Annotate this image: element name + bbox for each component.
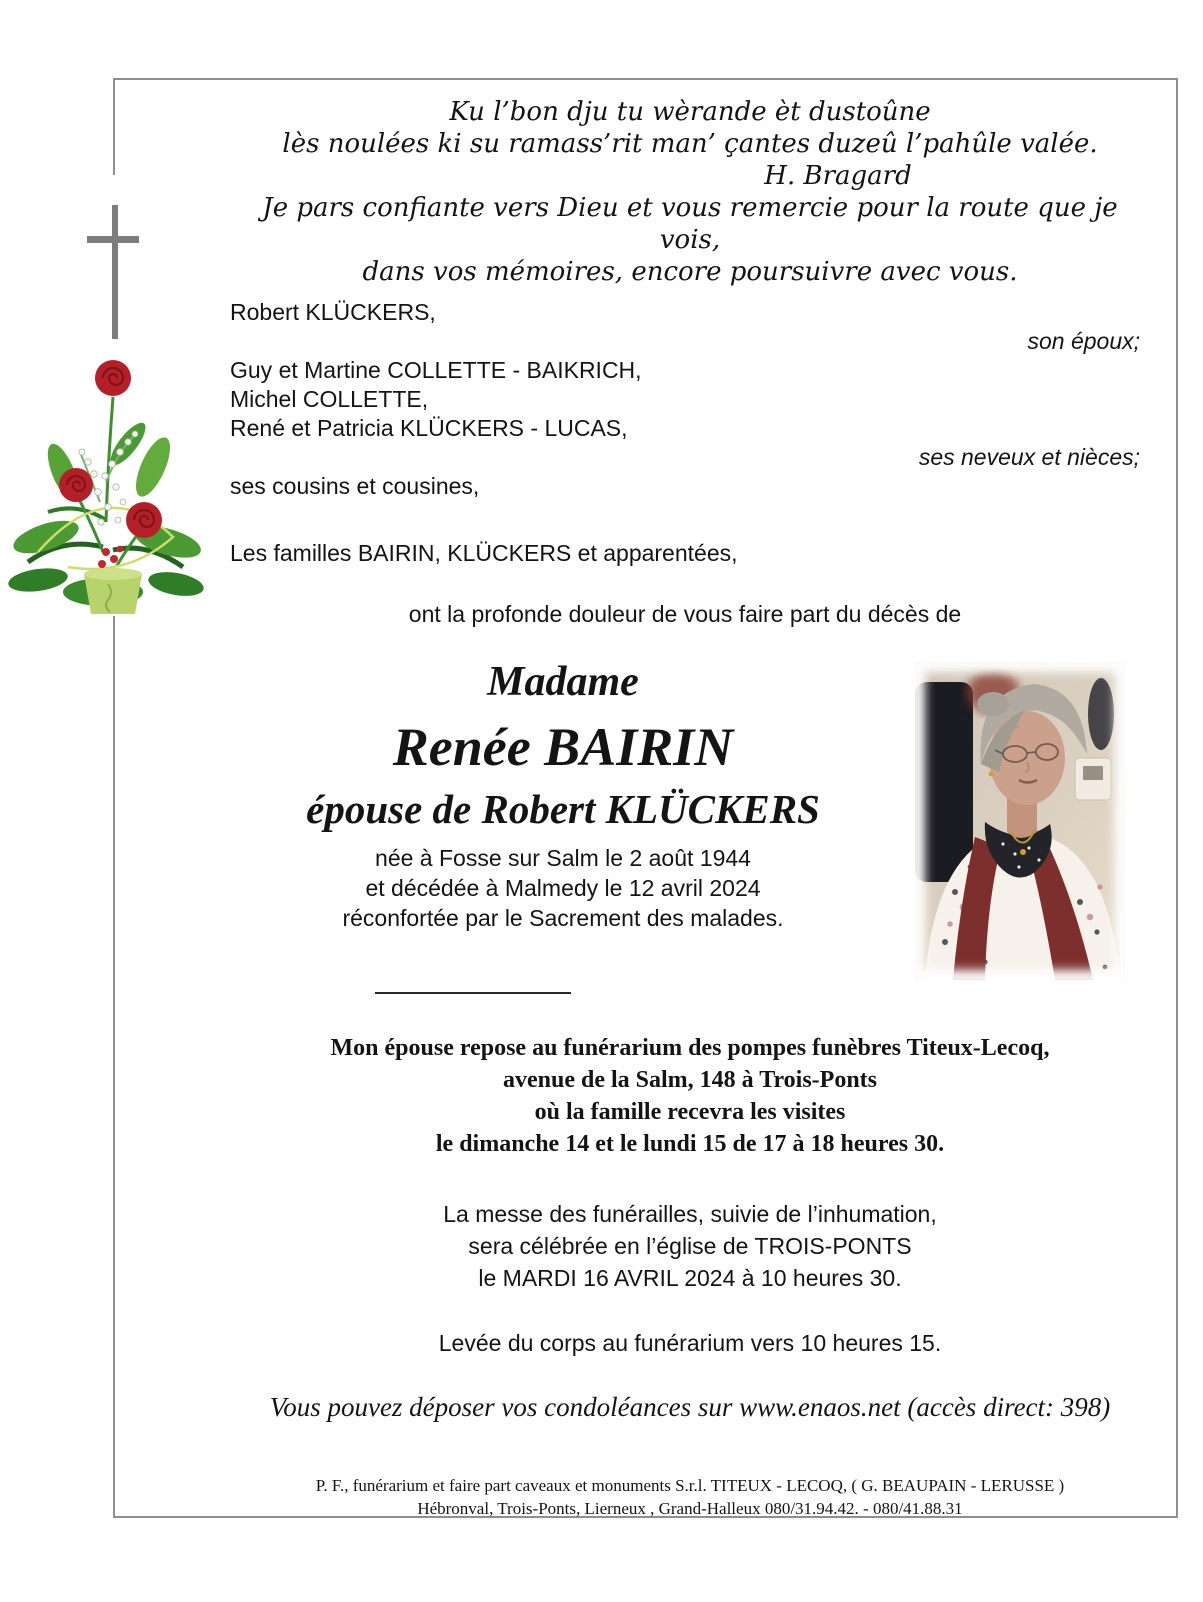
- mass-info-block: [240, 1198, 1140, 1294]
- deceased-death-line: et décédée à Malmedy le 12 avril 2024: [365, 875, 761, 901]
- mass-line: sera célébrée en l’église de TROIS-PONTS: [468, 1233, 912, 1259]
- cross-icon: [112, 205, 118, 339]
- mourners-block: [230, 298, 1140, 629]
- levee-line: Levée du corps au funérarium vers 10 heures 15.: [438, 1330, 942, 1356]
- wake-line: où la famille recevra les visites: [534, 1099, 846, 1125]
- epitaph-line: lès noulées ki su ramass’rit man’ çantes duzeû l’pahûle valée.: [282, 129, 1098, 159]
- deceased-title: Madame: [487, 659, 639, 705]
- wake-line: Mon épouse repose au funérarium des pompes funèbres Titeux-Lecoq,: [330, 1035, 1050, 1061]
- wake-info-block: [240, 1032, 1140, 1160]
- mourner-husband-role: son époux;: [1027, 328, 1140, 354]
- footer-line: Hébronval, Trois-Ponts, Lierneux , Grand-Halleux 080/31.94.42. - 080/41.88.31: [417, 1499, 963, 1518]
- wake-line: avenue de la Salm, 148 à Trois-Ponts: [502, 1067, 878, 1093]
- epitaph-line: dans vos mémoires, encore poursuivre avec vous.: [362, 257, 1018, 287]
- epitaph-block: [260, 96, 1120, 288]
- portrait-photo: [915, 662, 1125, 980]
- epitaph-line: Ku l’bon dju tu wèrande èt dustoûne: [449, 97, 931, 127]
- mourner-cousins: ses cousins et cousines,: [230, 473, 480, 499]
- mass-line: le MARDI 16 AVRIL 2024 à 10 heures 30.: [478, 1265, 902, 1291]
- mourner-relatives-role: ses neveux et nièces;: [918, 444, 1140, 470]
- deceased-sacrament-line: réconfortée par le Sacrement des malades.: [342, 905, 784, 931]
- deceased-name: Renée BAIRIN: [392, 717, 734, 777]
- epitaph-line: Je pars confiante vers Dieu et vous remercie pour la route que je vois,: [262, 193, 1118, 255]
- section-divider: [375, 992, 571, 994]
- cross-icon-bar: [87, 236, 139, 243]
- condolences-line: Vous pouvez déposer vos condoléances sur www.enaos.net (accès direct: 398): [269, 1392, 1111, 1422]
- footer-line: P. F., funérarium et faire part caveaux et monuments S.r.l. TITEUX - LECOQ, ( G. BEAUPAIN - LERUSSE ): [315, 1476, 1065, 1495]
- epitaph-author: H. Bragard: [764, 161, 912, 191]
- mourner-families: Les familles BAIRIN, KLÜCKERS et apparentées,: [230, 540, 738, 566]
- mourner-relative: René et Patricia KLÜCKERS - LUCAS,: [230, 415, 628, 441]
- mass-line: La messe des funérailles, suivie de l’inhumation,: [443, 1201, 937, 1227]
- deceased-birth-line: née à Fosse sur Salm le 2 août 1944: [375, 845, 751, 871]
- mourner-relative: Michel COLLETTE,: [230, 386, 429, 412]
- deceased-spouse-line: épouse de Robert KLÜCKERS: [306, 786, 820, 832]
- funeral-home-footer: [240, 1474, 1140, 1520]
- wake-line: le dimanche 14 et le lundi 15 de 17 à 18 heures 30.: [435, 1131, 945, 1157]
- mourner-husband: Robert KLÜCKERS,: [230, 299, 436, 325]
- deceased-block: [230, 658, 896, 933]
- announcement-line: ont la profonde douleur de vous faire part du décès de: [408, 601, 962, 627]
- mourner-relative: Guy et Martine COLLETTE - BAIKRICH,: [230, 357, 642, 383]
- flower-bouquet-image: [8, 352, 204, 616]
